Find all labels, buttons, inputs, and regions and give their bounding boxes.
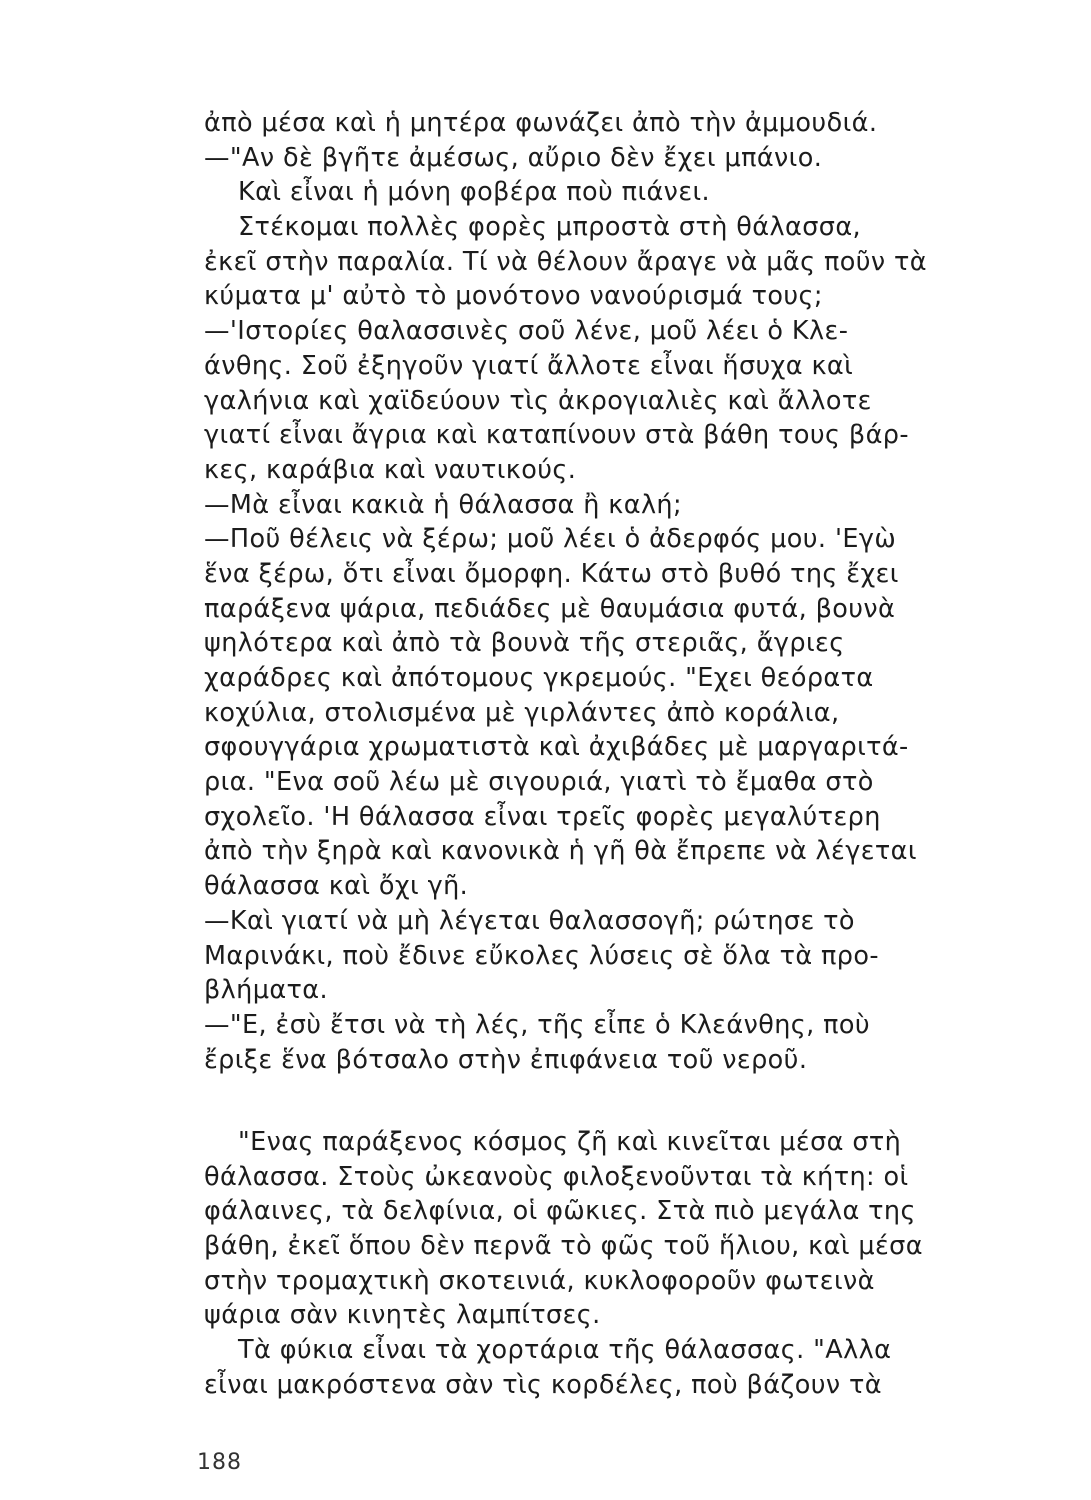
text-line: χαράδρες καὶ ἀπότομους γκρεμούς. "Εχει θεόρατα [204, 663, 874, 693]
text-line: θάλασσα καὶ ὄχι γῆ. [204, 871, 469, 902]
text-line: βάθη, ἐκεῖ ὅπου δὲν περνᾶ τὸ φῶς τοῦ ἥλιου, καὶ μέσα [204, 1231, 923, 1262]
text-line: εἶναι μακρόστενα σὰν τὶς κορδέλες, ποὺ βάζουν τὰ [204, 1369, 882, 1400]
text-line: —'Ιστορίες θαλασσινὲς σοῦ λένε, μοῦ λέει ὁ Κλε- [204, 316, 849, 347]
text-line: —"Ε, ἐσὺ ἔτσι νὰ τὴ λές, τῆς εἶπε ὁ Κλεάνθης, ποὺ [204, 1009, 871, 1040]
text-line: στὴν τρομαχτικὴ σκοτεινιά, κυκλοφοροῦν φωτεινὰ [204, 1265, 875, 1296]
text-line: ἔριξε ἕνα βότσαλο στὴν ἐπιφάνεια τοῦ νεροῦ. [204, 1044, 808, 1075]
text-line: γιατί εἶναι ἄγρια καὶ καταπίνουν στὰ βάθη τους βάρ- [204, 420, 909, 451]
text-line: ἐκεῖ στὴν παραλία. Τί νὰ θέλουν ἄραγε νὰ μᾶς ποῦν τὰ [204, 246, 927, 277]
text-line: ψηλότερα καὶ ἀπὸ τὰ βουνὰ τῆς στεριᾶς, ἄγριες [204, 628, 845, 659]
paragraph-block-bottom [204, 1125, 1064, 1403]
paragraph-block-top [204, 106, 1064, 1077]
text-line: —Καὶ γιατί νὰ μὴ λέγεται θαλασσογῆ; ρώτησε τὸ [204, 905, 855, 936]
text-line: γαλήνια καὶ χαϊδεύουν τὶς ἀκρογιαλιὲς καὶ ἄλλοτε [204, 385, 872, 416]
text-line: —"Αν δὲ βγῆτε ἀμέσως, αὔριο δὲν ἔχει μπάνιο. [204, 142, 823, 173]
text-line: Μαρινάκι, ποὺ ἔδινε εὔκολες λύσεις σὲ ὅλα τὰ προ- [204, 940, 879, 971]
text-line: "Ενας παράξενος κόσμος ζῆ καὶ κινεῖται μέσα στὴ [204, 1127, 902, 1157]
text-line: Καὶ εἶναι ἡ μόνη φοβέρα ποὺ πιάνει. [204, 177, 711, 208]
text-line: ἕνα ξέρω, ὅτι εἶναι ὄμορφη. Κάτω στὸ βυθό της ἔχει [204, 558, 899, 589]
text-line: Στέκομαι πολλὲς φορὲς μπροστὰ στὴ θάλασσα, [204, 212, 862, 243]
text-line: κοχύλια, στολισμένα μὲ γιρλάντες ἀπὸ κοράλια, [204, 697, 840, 728]
text-line: άνθης. Σοῦ ἐξηγοῦν γιατί ἄλλοτε εἶναι ἥσυχα καὶ [204, 350, 854, 381]
text-line: —Ποῦ θέλεις νὰ ξέρω; μοῦ λέει ὁ ἀδερφός μου. 'Εγὼ [204, 524, 897, 555]
page-number: 188 [197, 1450, 242, 1475]
text-line: ἀπὸ μέσα καὶ ἡ μητέρα φωνάζει ἀπὸ τὴν ἀμμουδιά. [204, 108, 878, 138]
text-line: παράξενα ψάρια, πεδιάδες μὲ θαυμάσια φυτά, βουνὰ [204, 593, 896, 624]
text-line: κες, καράβια καὶ ναυτικούς. [204, 454, 577, 485]
text-line: ρια. "Ενα σοῦ λέω μὲ σιγουριά, γιατὶ τὸ ἔμαθα στὸ [204, 767, 874, 798]
text-line: —Μὰ εἶναι κακιὰ ἡ θάλασσα ἢ καλή; [204, 489, 682, 520]
text-line: θάλασσα. Στοὺς ὠκεανοὺς φιλοξενοῦνται τὰ κήτη: οἱ [204, 1161, 909, 1192]
text-line: σχολεῖο. 'Η θάλασσα εἶναι τρεῖς φορὲς μεγαλύτερη [204, 801, 881, 832]
text-line: βλήματα. [204, 975, 329, 1006]
text-line: κύματα μ' αὐτὸ τὸ μονότονο νανούρισμά τους; [204, 281, 823, 312]
text-line: ἀπὸ τὴν ξηρὰ καὶ κανονικὰ ἡ γῆ θὰ ἔπρεπε νὰ λέγεται [204, 836, 917, 867]
text-line: σφουγγάρια χρωματιστὰ καὶ ἀχιβάδες μὲ μαργαριτά- [204, 732, 909, 763]
text-line: ψάρια σὰν κινητὲς λαμπίτσες. [204, 1300, 601, 1331]
text-line: Τὰ φύκια εἶναι τὰ χορτάρια τῆς θάλασσας. "Αλλα [204, 1335, 892, 1366]
text-line: φάλαινες, τὰ δελφίνια, οἱ φῶκιες. Στὰ πιὸ μεγάλα της [204, 1196, 916, 1227]
